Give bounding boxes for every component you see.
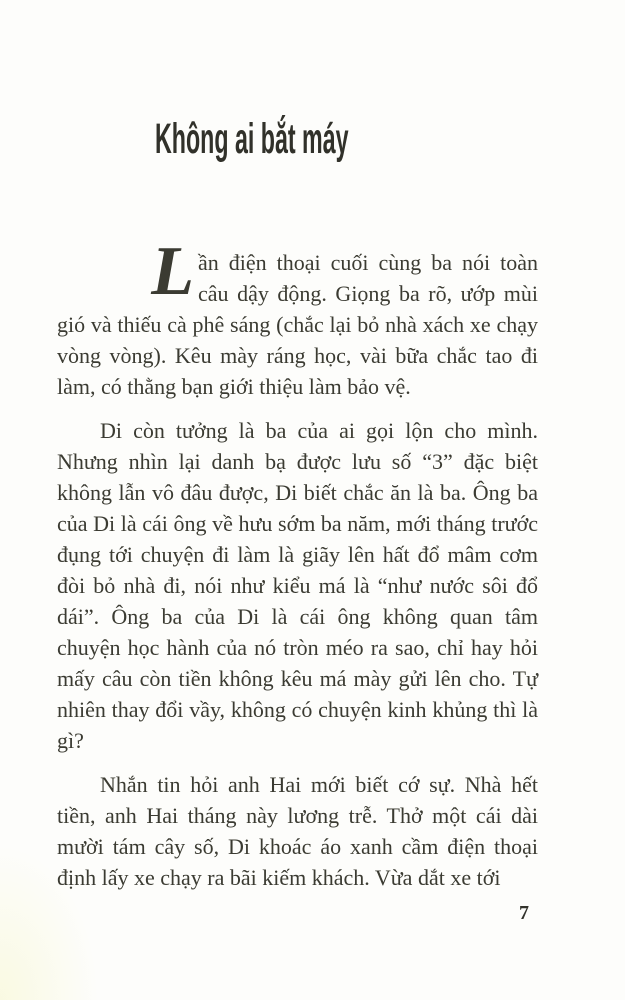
paragraph [57, 233, 538, 402]
drop-cap-letter: L [151, 233, 194, 310]
chapter-title: Không ai bắt máy [155, 115, 349, 163]
paragraph-text: Di còn tưởng là ba của ai gọi lộn cho mình. Nhưng nhìn lại danh bạ được lưu số “3” đặc biệt không lẫn vô đâu được, Di biết chắc ăn là ba. Ông ba của Di là cái ông về hưu sớm ba năm, mới tháng trước đụng tới chuyện đi làm là giãy lên hất đổ mâm cơm đòi bỏ nhà đi, nói như kiểu má là “như nước sôi đổ dái”. Ông ba của Di là cái ông không quan tâm chuyện học hành của nó tròn méo ra sao, chỉ hay hỏi mấy câu còn tiền không kêu má mày gửi lên cho. Tự nhiên thay đổi vầy, không có chuyện kinh khủng thì là gì? [57, 418, 538, 753]
paragraph [57, 415, 538, 756]
page-number: 7 [519, 902, 529, 924]
paragraph-text: ần điện thoại cuối cùng ba nói toàn câu dậy động. Giọng ba rõ, ướp mùi gió và thiếu cà phê sáng (chắc lại bỏ nhà xách xe chạy vòng vòng). Kêu mày ráng học, vài bữa chắc tao đi làm, có thằng bạn giới thiệu làm bảo vệ. [57, 250, 538, 399]
body-text [57, 233, 538, 906]
paragraph-text: Nhắn tin hỏi anh Hai mới biết cớ sự. Nhà hết tiền, anh Hai tháng này lương trễ. Thở một cái dài mười tám cây số, Di khoác áo xanh cầm điện thoại định lấy xe chạy ra bãi kiếm khách. Vừa dắt xe tới [57, 772, 538, 890]
paragraph [57, 769, 538, 893]
drop-cap-box [57, 233, 198, 310]
